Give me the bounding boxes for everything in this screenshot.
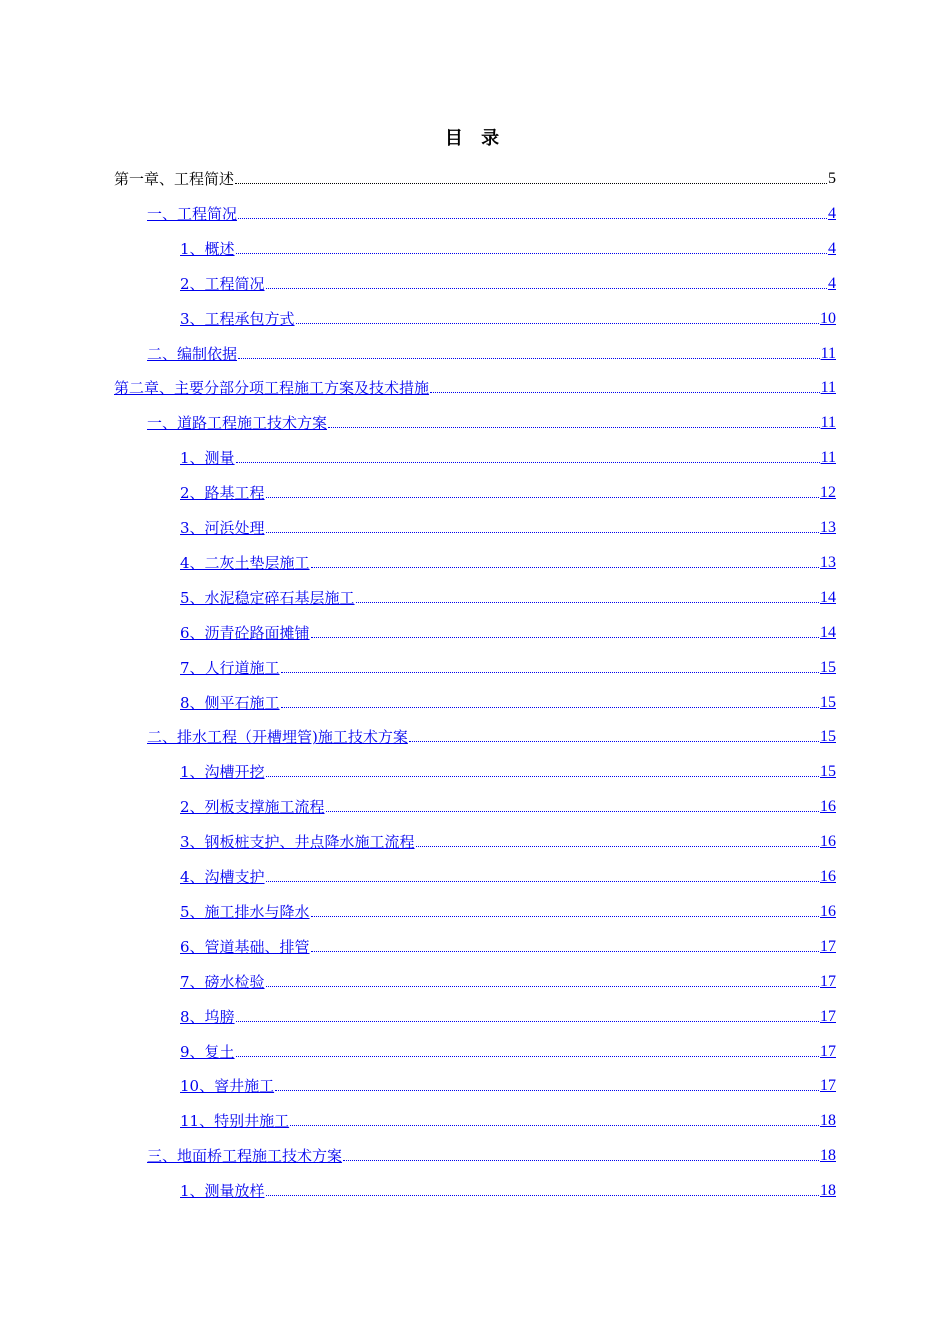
toc-page-number: 11	[820, 414, 836, 432]
toc-dot-leader	[238, 217, 827, 219]
toc-entry[interactable]	[180, 923, 836, 957]
toc-page-number: 16	[820, 833, 836, 851]
toc-entry[interactable]	[180, 295, 836, 329]
toc-dot-leader	[275, 1089, 819, 1091]
toc-entry[interactable]	[180, 1167, 836, 1201]
toc-entry-label: 1、概述	[180, 239, 235, 258]
toc-entry[interactable]	[180, 574, 836, 608]
toc-entry-label: 8、侧平石施工	[180, 693, 280, 712]
toc-entry-label: 1、测量	[180, 449, 235, 468]
toc-dot-leader	[311, 636, 819, 638]
toc-entry-label: 2、工程简况	[180, 274, 265, 293]
toc-dot-leader	[290, 1124, 819, 1126]
toc-dot-leader	[266, 496, 819, 498]
toc-entry-label: 5、水泥稳定碎石基层施工	[180, 588, 355, 607]
toc-dot-leader	[328, 426, 820, 428]
toc-entry-label: 一、道路工程施工技术方案	[147, 414, 328, 433]
toc-page-number: 15	[820, 728, 836, 746]
toc-page-number: 15	[820, 658, 836, 676]
toc-page-number: 11	[820, 344, 836, 362]
toc-dot-leader	[238, 357, 820, 359]
toc-entry	[114, 155, 836, 189]
toc-entry[interactable]	[180, 1028, 836, 1062]
toc-page-number: 14	[820, 623, 836, 641]
toc-entry-label: 二、排水工程（开槽埋管)施工技术方案	[147, 728, 408, 747]
toc-entry-label: 5、施工排水与降水	[180, 902, 310, 921]
toc-page-number: 16	[820, 868, 836, 885]
toc-entry-label: 11、特别井施工	[180, 1112, 290, 1131]
toc-page-number: 18	[820, 1147, 836, 1165]
toc-entry-label: 3、河浜处理	[180, 519, 265, 537]
toc-dot-leader	[236, 461, 820, 463]
toc-dot-leader	[296, 322, 819, 324]
toc-page-number: 4	[828, 274, 836, 292]
toc-dot-leader	[281, 671, 819, 673]
toc-entry-label: 2、路基工程	[180, 484, 265, 503]
toc-dot-leader	[266, 1194, 819, 1196]
toc-entry[interactable]	[180, 993, 836, 1027]
toc-page-number: 12	[820, 484, 836, 502]
toc-entry[interactable]	[180, 225, 836, 259]
toc-dot-leader	[311, 566, 819, 568]
toc-page-number: 17	[820, 1077, 836, 1095]
toc-dot-leader	[356, 601, 819, 603]
toc-title: 目 录	[444, 128, 506, 149]
toc-page-number: 10	[820, 309, 836, 327]
toc-page-number: 13	[820, 553, 836, 571]
toc-page-number: 16	[820, 902, 836, 920]
toc-entry[interactable]	[180, 748, 836, 782]
toc-dot-leader	[266, 531, 819, 533]
toc-entry[interactable]	[147, 713, 836, 747]
toc-entry[interactable]	[180, 1097, 836, 1131]
toc-entry-label: 第二章、主要分部分项工程施工方案及技术措施	[114, 379, 430, 398]
toc-entry-label: 4、二灰土垫层施工	[180, 553, 310, 572]
toc-entry[interactable]	[147, 190, 836, 224]
toc-page-number: 15	[820, 693, 836, 711]
toc-entry[interactable]	[147, 1132, 836, 1166]
toc-entry-label: 7、人行道施工	[180, 658, 280, 677]
toc-page-number: 17	[820, 1042, 836, 1060]
toc-entry[interactable]	[180, 260, 836, 294]
toc-dot-leader	[311, 950, 819, 952]
toc-entry-label: 10、窨井施工	[180, 1077, 275, 1096]
toc-dot-leader	[416, 845, 819, 847]
toc-entry-label: 6、沥青砼路面摊铺	[180, 623, 310, 642]
toc-entry[interactable]	[180, 644, 836, 678]
toc-entry[interactable]	[180, 679, 836, 713]
toc-page-number: 4	[828, 239, 836, 257]
toc-entry-label: 6、管道基础、排管	[180, 937, 310, 956]
toc-dot-leader	[326, 810, 819, 812]
toc-entry-label: 二、编制依据	[147, 344, 238, 363]
toc-entry[interactable]	[180, 434, 836, 468]
toc-entry[interactable]	[147, 330, 836, 364]
toc-dot-leader	[266, 775, 819, 777]
toc-entry[interactable]	[180, 958, 836, 992]
toc-entry-label: 9、复土	[180, 1042, 235, 1061]
toc-page-number: 18	[820, 1112, 836, 1130]
toc-entry-label: 1、测量放样	[180, 1182, 265, 1201]
toc-page-number: 14	[820, 588, 836, 606]
toc-page-number: 17	[820, 972, 836, 990]
toc-dot-leader	[236, 1020, 819, 1022]
toc-entry[interactable]	[180, 853, 836, 887]
toc-page-number: 15	[820, 763, 836, 781]
toc-dot-leader	[409, 740, 819, 742]
toc-entry[interactable]	[180, 818, 836, 852]
toc-page-number: 11	[820, 449, 836, 467]
toc-entry-label: 第一章、工程简述	[114, 170, 235, 188]
toc-page-number: 5	[828, 170, 836, 187]
toc-dot-leader	[236, 252, 827, 254]
toc-page-number: 4	[828, 204, 836, 222]
toc-entry[interactable]	[180, 469, 836, 503]
toc-entry-label: 4、沟槽支护	[180, 868, 265, 886]
toc-entry[interactable]	[180, 1062, 836, 1096]
toc-entry[interactable]	[180, 609, 836, 643]
toc-page-number: 11	[820, 379, 836, 397]
toc-entry-label: 2、列板支撑施工流程	[180, 798, 325, 817]
toc-dot-leader	[266, 287, 827, 289]
toc-page-number: 13	[820, 519, 836, 536]
toc-dot-leader	[266, 985, 819, 987]
toc-dot-leader	[281, 706, 819, 708]
toc-entry[interactable]	[114, 364, 836, 398]
toc-entry[interactable]	[180, 888, 836, 922]
toc-page-number: 17	[820, 1007, 836, 1025]
toc-dot-leader	[235, 182, 827, 184]
toc-entry-label: 3、工程承包方式	[180, 309, 295, 328]
toc-dot-leader	[236, 1055, 819, 1057]
toc-entry-label: 8、坞膀	[180, 1007, 235, 1026]
toc-dot-leader	[311, 915, 819, 917]
toc-dot-leader	[266, 880, 819, 882]
toc-entry-label: 三、地面桥工程施工技术方案	[147, 1147, 343, 1166]
toc-entry[interactable]	[180, 504, 836, 538]
toc-entry-label: 1、沟槽开挖	[180, 763, 265, 782]
toc-dot-leader	[430, 391, 820, 393]
toc-page-number: 16	[820, 798, 836, 816]
toc-entry[interactable]	[180, 539, 836, 573]
toc-entry-label: 7、磅水检验	[180, 972, 265, 991]
toc-entry-label: 一、工程简况	[147, 204, 238, 223]
toc-page-number: 18	[820, 1182, 836, 1200]
toc-entry-label: 3、钢板桩支护、井点降水施工流程	[180, 833, 415, 852]
toc-entry[interactable]	[147, 399, 836, 433]
toc-entry[interactable]	[180, 783, 836, 817]
toc-page-number: 17	[820, 937, 836, 955]
toc-dot-leader	[343, 1159, 819, 1161]
